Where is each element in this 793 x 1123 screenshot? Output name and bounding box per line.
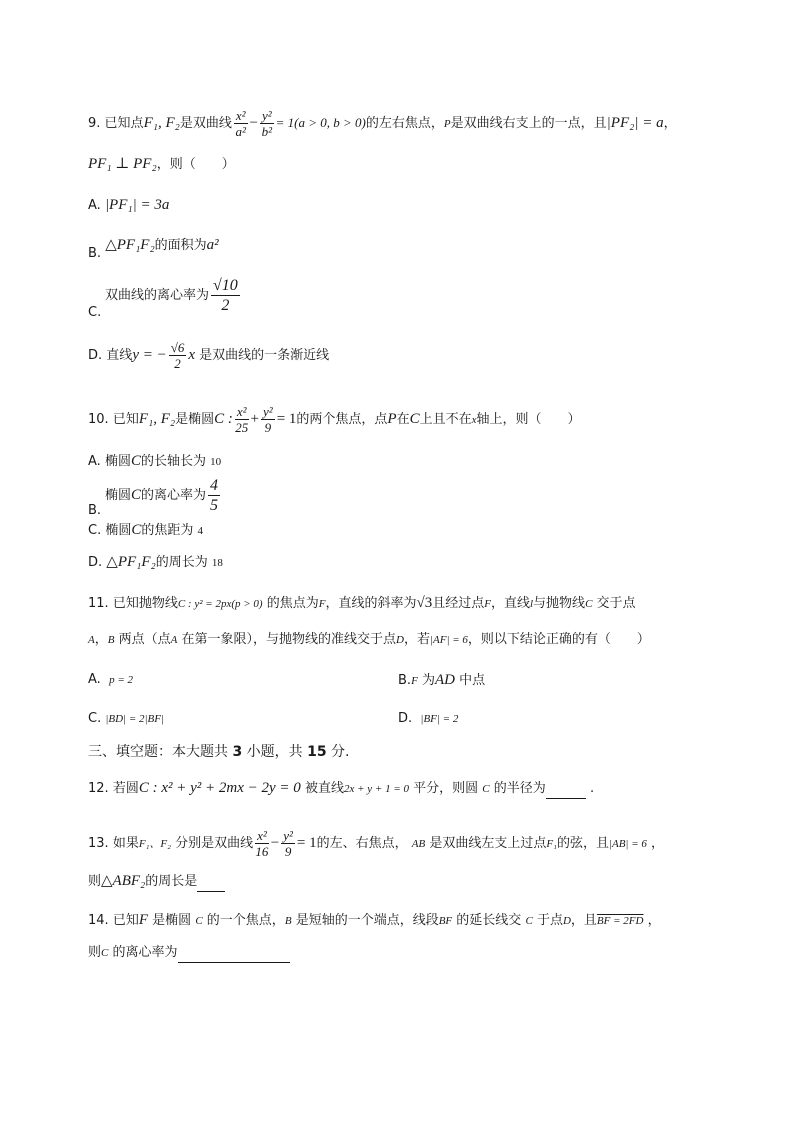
q12-answer-blank[interactable] [546,780,586,799]
q9-line1: 9. 已知点F₁, F₂是双曲线 $\frac{\text{x²}}{\text{a²}}$ − $\frac{\text{y²}}{\text{b²}}$ = 1(a > 0, b > 0)的左右焦点，P是双曲线右支上的一点，且|PF₂| = a， [88,108,677,139]
q11-option-a: A. p = 2 [88,672,133,687]
q9-option-b: B. △PF₁F₂的面积为a² [88,237,219,261]
q12-line: 12. 若圆C : x² + y² + 2mx − 2y = 0 被直线2x + y + 1 = 0 平分，则圆 C 的半径为 . [88,779,594,799]
q9-option-c: C. 双曲线的离心率为 $\frac{√10}{2}$ [88,277,238,320]
q9-option-d: D. 直线y = − $\frac{√6}{2}$ x 是双曲线的一条渐近线 [88,340,330,371]
q14-line2: 则C 的离心率为 [88,944,290,963]
q14-number: 14. [88,913,109,928]
q11-number: 11. [88,596,109,611]
q13-answer-blank[interactable] [197,873,225,892]
q11-line1: 11. 已知抛物线C : y² = 2px(p > 0) 的焦点为F，直线的斜率为√3且经过点F，直线l与抛物线C 交于点 [88,595,636,611]
q12-number: 12. [88,781,109,796]
q14-line1: 14. 已知F 是椭圆 C 的一个焦点，B 是短轴的一个端点，线段BF 的延长线交 C 于点D，且BF = 2FD ， [88,912,661,928]
q10-option-d: D. △PF₁F₂的周长为 18 [88,554,223,570]
q11-option-b: B.F 为AD 中点 [398,672,486,688]
q9-option-a: A. |PF₁| = 3a [88,197,170,213]
q13-number: 13. [88,836,109,851]
q9-frac-y: $\frac{\text{y²}}{\text{b²}}$ [261,108,273,139]
q10-option-b: B. 椭圆C的离心率为 $\frac{4}{5}$ [88,477,219,518]
q11-option-d: D. |BF| = 2 [398,711,459,726]
q9-frac-x: $\frac{\text{x²}}{\text{a²}}$ [235,108,246,139]
q10-option-c: C. 椭圆C的焦距为 4 [88,522,204,538]
q9-line2: PF₁ ⊥ PF₂，则（ ） [88,156,235,172]
q10-option-a: A. 椭圆C的长轴长为 10 [88,453,222,469]
q10-number: 10. [88,412,109,427]
q11-option-c: C. |BD| = 2|BF| [88,711,164,726]
q9-ecc-frac: $\frac{√10}{2}$ [213,277,238,314]
q13-line1: 13. 如果F₁、F₂ 分别是双曲线 $\frac{\text{x²}}{16}$ − $\frac{\text{y²}}{9}$ = 1的左、右焦点， AB 是双曲线左支上过点F₁的弦，且|AB| = 6 ， [88,828,665,859]
q11-line2: A，B 两点（点A 在第一象限），与抛物线的准线交于点D，若|AF| = 6，则以下结论正确的有（ ） [88,632,650,647]
section-3-title: 三、填空题：本大题共 3 小题，共 15 分. [88,744,350,760]
q13-line2: 则△ABF₂的周长是 [88,872,225,892]
q10-line1: 10. 已知F₁, F₂是椭圆C : $\frac{\text{x²}}{25}$ + $\frac{\text{y²}}{9}$ = 1的两个焦点，点P在C上且不在x轴上，则（ ） [88,404,581,435]
q9-number: 9. [88,116,101,131]
q14-answer-blank[interactable] [178,944,290,963]
